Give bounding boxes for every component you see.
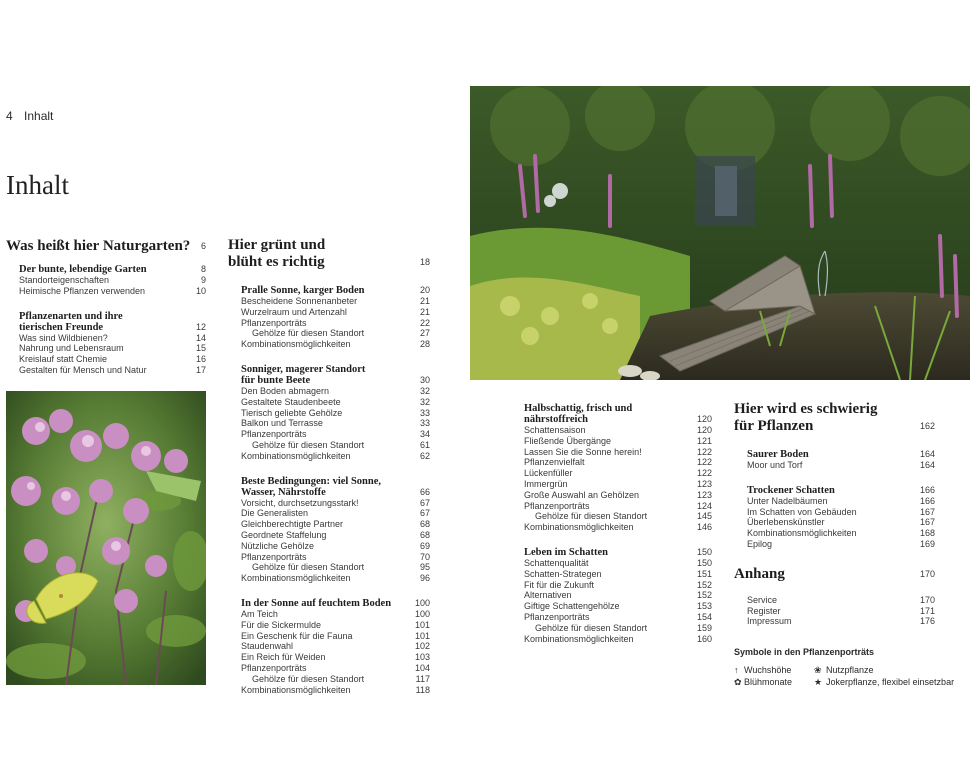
toc-chapter <box>6 238 206 255</box>
toc-entry <box>524 447 712 458</box>
toc-entry <box>241 519 430 530</box>
toc-entry <box>524 580 712 591</box>
toc-entry-title: Pflanzenvielfalt <box>524 457 585 468</box>
toc-entry-title: Gehölze für diesen Standort <box>535 511 648 522</box>
toc-entry <box>241 663 430 674</box>
toc-entry <box>747 496 935 507</box>
toc-section-page: 66 <box>419 486 430 497</box>
toc-entry-page: 167 <box>919 517 935 528</box>
toc-entry-page: 160 <box>696 633 712 644</box>
toc-entry-page: 150 <box>696 557 712 568</box>
toc-entry <box>19 286 206 297</box>
toc-chapter-page: 6 <box>200 241 206 251</box>
toc-entry <box>524 479 712 490</box>
toc-entry-title: Gehölze für diesen Standort <box>252 439 365 450</box>
toc-chapter-title: Hier wird es schwierig <box>734 401 878 417</box>
toc-entry-page: 124 <box>696 500 712 511</box>
toc-entry-page: 122 <box>696 457 712 468</box>
toc-section <box>747 449 935 460</box>
toc-entry-page: 27 <box>419 328 430 339</box>
toc-section-page: 20 <box>419 285 430 295</box>
toc-entry-title: Gestaltete Staudenbeete <box>241 396 341 407</box>
toc-entry-title: Fließende Übergänge <box>524 435 612 446</box>
toc-entry <box>524 490 712 501</box>
toc-entry-page: 67 <box>419 508 430 519</box>
toc-entry <box>241 418 430 429</box>
toc-section-page: 150 <box>696 546 712 557</box>
toc-entry-page: 70 <box>419 551 430 562</box>
toc-entry <box>241 530 430 541</box>
toc-entry-title: Überlebenskünstler <box>747 517 825 528</box>
toc-entry-page: 101 <box>414 619 430 630</box>
toc-entry <box>747 507 935 518</box>
toc-entry <box>241 552 430 563</box>
toc-entry <box>19 354 206 365</box>
toc-entry <box>747 616 935 627</box>
toc-entry-title: Gehölze für diesen Standort <box>535 622 648 633</box>
toc-entry-page: 118 <box>415 684 430 695</box>
toc-section <box>524 403 712 425</box>
toc-entry-title: Pflanzenporträts <box>524 500 590 511</box>
toc-section-title: In der Sonne auf feuchtem Boden <box>241 597 392 609</box>
toc-entry-page: 67 <box>419 497 430 508</box>
toc-entry-title: Kombinationsmöglichkeiten <box>241 684 351 695</box>
toc-entry <box>524 522 712 533</box>
toc-entry-page: 151 <box>696 568 712 579</box>
toc-section-title: Wasser, Nährstoffe <box>241 486 326 498</box>
toc-section-title: Der bunte, lebendige Garten <box>19 264 147 275</box>
toc-entry <box>524 436 712 447</box>
toc-section-title: für bunte Beete <box>241 374 311 386</box>
toc-entry-title: Gehölze für diesen Standort <box>252 673 365 684</box>
toc-entry-title: Gehölze für diesen Standort <box>252 328 365 339</box>
toc-entry <box>241 631 430 642</box>
toc-entry-page: 164 <box>919 460 935 470</box>
toc-entry <box>19 343 206 354</box>
toc-entry-page: 152 <box>696 579 712 590</box>
toc-section-page: 100 <box>414 597 430 608</box>
toc-entry-page: 117 <box>415 673 430 684</box>
toc-entry-page: 154 <box>696 611 712 622</box>
toc-entry-page: 15 <box>195 343 206 354</box>
toc-entry-page: 166 <box>919 495 935 506</box>
toc-section <box>19 264 206 275</box>
toc-entry-page: 32 <box>419 385 430 396</box>
toc-chapter-title: Anhang <box>734 565 785 582</box>
toc-section-page: 30 <box>419 374 430 385</box>
toc-entry-title: Epilog <box>747 538 773 549</box>
toc-entry-title: Heimische Pflanzen verwenden <box>19 285 146 296</box>
toc-entry-title: Schattenqualität <box>524 557 589 568</box>
toc-chapter-page: 162 <box>919 421 935 431</box>
toc-section-title: nährstoffreich <box>524 414 588 425</box>
toc-entry-page: 145 <box>696 511 712 522</box>
toc-entry-page: 102 <box>414 641 430 652</box>
toc-entry <box>747 460 935 471</box>
toc-section-title: Leben im Schatten <box>524 546 608 558</box>
toc-section <box>241 364 430 386</box>
toc-entry-page: 16 <box>195 354 206 365</box>
toc-entry-page: 9 <box>200 275 206 285</box>
toc-chapter-title: für Pflanzen <box>734 418 814 434</box>
legend-height: Wuchshöhe <box>744 665 792 675</box>
toc-entry-page: 61 <box>419 439 430 450</box>
toc-entry <box>241 318 430 329</box>
toc-section-page: 8 <box>200 264 206 274</box>
toc-chapter-title: blüht es richtig <box>228 254 325 270</box>
legend-crop: Nutzpflanze <box>826 665 874 675</box>
toc-entry-page: 123 <box>696 489 712 500</box>
toc-entry <box>241 508 430 519</box>
toc-chapter <box>228 237 430 271</box>
toc-entry <box>241 386 430 397</box>
toc-entry-page: 62 <box>419 450 430 461</box>
toc-entry-page: 171 <box>919 605 935 616</box>
legend-joker: Jokerpflanze, flexibel einsetzbar <box>826 677 955 687</box>
toc-entry <box>241 685 430 696</box>
toc-entry <box>524 612 712 623</box>
toc-entry-page: 28 <box>419 339 430 350</box>
toc-section-title: Saurer Boden <box>747 449 809 460</box>
toc-entry-title: Für die Sickermulde <box>241 619 322 630</box>
toc-entry <box>241 573 430 584</box>
toc-entry-title: Geordnete Staffelung <box>241 529 327 540</box>
toc-entry-title: Tierisch geliebte Gehölze <box>241 407 343 418</box>
toc-entry <box>524 468 712 479</box>
toc-entry-title: Pflanzenporträts <box>241 662 307 673</box>
toc-entry <box>747 595 935 606</box>
toc-chapter-title: Hier grünt und <box>228 237 326 253</box>
toc-entry <box>524 457 712 468</box>
toc-entry-title: Nützliche Gehölze <box>241 540 315 551</box>
toc-entry <box>241 440 430 451</box>
toc-entry-title: Staudenwahl <box>241 641 294 652</box>
toc-entry-page: 14 <box>195 332 206 343</box>
toc-entry-page: 123 <box>696 478 712 489</box>
toc-entry <box>747 606 935 617</box>
running-header <box>6 109 61 123</box>
toc-section-title: Halbschattig, frisch und <box>524 403 633 414</box>
toc-entry-page: 103 <box>414 652 430 663</box>
symbol-legend <box>734 647 964 689</box>
toc-section-title: Pralle Sonne, karger Boden <box>241 285 365 296</box>
toc-entry <box>747 539 935 550</box>
toc-entry <box>524 590 712 601</box>
toc-entry <box>241 609 430 620</box>
toc-entry-page: 21 <box>419 306 430 317</box>
toc-entry-title: Kombinationsmöglichkeiten <box>524 633 634 644</box>
toc-entry-title: Nahrung und Lebensraum <box>19 343 124 354</box>
toc-entry-title: Kombinationsmöglichkeiten <box>241 339 351 350</box>
toc-entry-title: Die Generalisten <box>241 508 309 519</box>
toc-entry-title: Was sind Wildbienen? <box>19 332 108 343</box>
toc-entry-title: Moor und Torf <box>747 460 803 470</box>
toc-entry-page: 169 <box>919 538 935 549</box>
toc-entry-title: Immergrün <box>524 478 568 489</box>
toc-entry <box>524 623 712 634</box>
photo-oregano-butterfly <box>6 391 206 685</box>
toc-entry-title: Alternativen <box>524 590 572 601</box>
toc-entry-title: Service <box>747 594 778 605</box>
toc-section-title: Trockener Schatten <box>747 484 835 496</box>
toc-entry-title: Balkon und Terrasse <box>241 418 323 429</box>
toc-entry-title: Pflanzenporträts <box>241 551 307 562</box>
flower-icon: ✿ <box>734 677 742 687</box>
toc-entry <box>241 408 430 419</box>
toc-entry-title: Gleichberechtigte Partner <box>241 519 344 530</box>
toc-section-page: 166 <box>919 484 935 495</box>
toc-entry-page: 159 <box>696 622 712 633</box>
toc-entry-title: Impressum <box>747 616 792 627</box>
toc-entry-page: 33 <box>419 407 430 418</box>
toc-entry-title: Am Teich <box>241 608 278 619</box>
photo-garden-pond <box>470 86 970 380</box>
toc-entry-title: Pflanzenporträts <box>241 429 307 440</box>
height-arrow-icon: ↑ <box>734 665 739 675</box>
toc-entry <box>241 296 430 307</box>
toc-entry-title: Gehölze für diesen Standort <box>252 562 365 573</box>
toc-column-1 <box>6 238 206 376</box>
toc-entry-page: 152 <box>696 590 712 601</box>
toc-entry-title: Kreislauf statt Chemie <box>19 354 108 365</box>
toc-section <box>241 476 430 498</box>
toc-entry-page: 104 <box>414 662 430 673</box>
toc-entry <box>524 601 712 612</box>
toc-section <box>241 285 430 296</box>
toc-entry <box>241 451 430 462</box>
toc-column-3 <box>524 403 712 644</box>
toc-entry <box>524 511 712 522</box>
toc-entry <box>524 501 712 512</box>
toc-entry-page: 33 <box>419 418 430 429</box>
toc-entry <box>19 275 206 286</box>
toc-entry <box>241 429 430 440</box>
toc-entry-page: 95 <box>419 562 430 573</box>
toc-entry-title: Im Schatten von Gebäuden <box>747 506 857 517</box>
toc-section-title: Sonniger, magerer Standort <box>241 363 366 375</box>
toc-section <box>524 547 712 558</box>
toc-chapter-page: 18 <box>419 257 430 267</box>
toc-entry-title: Schatten-Strategen <box>524 568 602 579</box>
toc-entry <box>19 333 206 344</box>
toc-entry <box>241 620 430 631</box>
toc-entry-page: 168 <box>919 528 935 539</box>
toc-entry-page: 153 <box>696 601 712 612</box>
toc-entry-title: Lassen Sie die Sonne herein! <box>524 446 642 457</box>
toc-entry-title: Kombinationsmöglichkeiten <box>241 573 351 584</box>
toc-entry <box>241 641 430 652</box>
toc-section-page: 164 <box>919 449 935 459</box>
toc-entry-page: 69 <box>419 540 430 551</box>
legend-bloom: Blühmonate <box>744 677 793 687</box>
toc-entry-title: Kombinationsmöglichkeiten <box>747 528 857 539</box>
page-title: Inhalt <box>6 170 69 200</box>
toc-entry <box>747 517 935 528</box>
toc-section <box>19 311 206 333</box>
legend-title: Symbole in den Pflanzenporträts <box>734 647 875 657</box>
toc-entry-page: 101 <box>414 630 430 641</box>
toc-section-title: Pflanzenarten und ihre <box>19 310 123 322</box>
toc-entry-title: Den Boden abmagern <box>241 385 330 396</box>
toc-entry-page: 176 <box>919 616 935 627</box>
toc-entry-page: 32 <box>419 396 430 407</box>
toc-entry-title: Standorteigenschaften <box>19 275 110 285</box>
toc-entry <box>241 328 430 339</box>
toc-entry-title: Kombinationsmöglichkeiten <box>241 450 351 461</box>
toc-entry-title: Giftige Schattengehölze <box>524 601 620 612</box>
toc-entry <box>241 562 430 573</box>
toc-entry <box>241 307 430 318</box>
toc-entry-title: Gestalten für Mensch und Natur <box>19 364 147 375</box>
toc-entry <box>241 541 430 552</box>
toc-column-4 <box>734 401 935 627</box>
toc-entry <box>19 365 206 376</box>
toc-entry-title: Register <box>747 605 781 616</box>
toc-section-title: tierischen Freunde <box>19 321 104 333</box>
toc-chapter <box>734 566 935 583</box>
toc-entry-page: 96 <box>419 573 430 584</box>
toc-entry <box>241 397 430 408</box>
toc-entry-title: Große Auswahl an Gehölzen <box>524 489 640 500</box>
toc-entry-title: Vorsicht, durchsetzungsstark! <box>241 497 359 508</box>
toc-entry-page: 122 <box>696 446 712 457</box>
crop-plant-icon: ❀ <box>814 665 822 675</box>
toc-chapter-title: Was heißt hier Naturgarten? <box>6 238 191 254</box>
toc-entry <box>241 674 430 685</box>
toc-entry-page: 122 <box>696 468 712 479</box>
toc-entry-title: Lückenfüller <box>524 468 573 479</box>
toc-entry-page: 10 <box>195 285 206 296</box>
toc-chapter <box>734 401 935 435</box>
toc-entry <box>524 634 712 645</box>
toc-entry-page: 121 <box>696 435 712 446</box>
toc-entry-title: Unter Nadelbäumen <box>747 495 828 506</box>
toc-chapter-page: 170 <box>919 568 935 579</box>
toc-entry-page: 17 <box>195 364 206 375</box>
toc-entry-page: 120 <box>696 425 712 435</box>
toc-entry <box>241 339 430 350</box>
toc-entry <box>747 528 935 539</box>
toc-entry-page: 22 <box>419 317 430 328</box>
toc-entry-page: 34 <box>419 429 430 440</box>
toc-section-title: Beste Bedingungen: viel Sonne, <box>241 475 382 487</box>
toc-entry-page: 167 <box>919 506 935 517</box>
toc-entry-page: 68 <box>419 519 430 530</box>
toc-entry <box>524 425 712 436</box>
toc-section <box>241 598 430 609</box>
toc-section-page: 120 <box>696 414 712 424</box>
toc-entry <box>241 652 430 663</box>
toc-entry-title: Pflanzenporträts <box>241 317 307 328</box>
toc-entry-page: 146 <box>696 522 712 533</box>
toc-entry-title: Ein Geschenk für die Fauna <box>241 630 353 641</box>
toc-entry-title: Wurzelraum und Artenzahl <box>241 306 347 317</box>
toc-entry-title: Ein Reich für Weiden <box>241 652 326 663</box>
page-number: 4 <box>6 109 13 123</box>
running-header-section: Inhalt <box>24 109 54 123</box>
toc-section-page: 12 <box>195 321 206 332</box>
toc-entry-page: 68 <box>419 529 430 540</box>
star-icon: ★ <box>814 677 823 687</box>
toc-entry-title: Kombinationsmöglichkeiten <box>524 522 634 533</box>
toc-entry-title: Bescheidene Sonnenanbeter <box>241 296 358 306</box>
toc-entry-title: Schattensaison <box>524 425 586 435</box>
toc-section <box>747 485 935 496</box>
toc-entry <box>524 569 712 580</box>
toc-entry-title: Fit für die Zukunft <box>524 579 595 590</box>
toc-entry <box>241 498 430 509</box>
toc-entry-page: 100 <box>414 608 430 619</box>
toc-entry-title: Pflanzenporträts <box>524 611 590 622</box>
toc-entry-page: 170 <box>919 594 935 605</box>
toc-column-2 <box>228 237 430 695</box>
toc-entry-page: 21 <box>419 296 430 306</box>
toc-entry <box>524 558 712 569</box>
